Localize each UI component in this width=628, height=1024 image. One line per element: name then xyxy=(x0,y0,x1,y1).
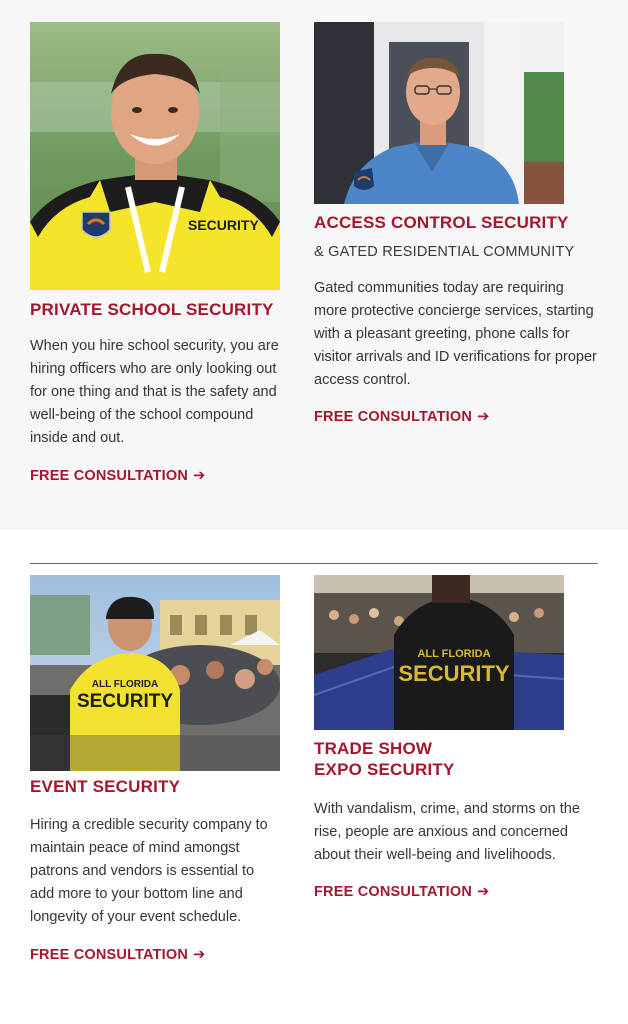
private-school-free-consultation-link[interactable] xyxy=(30,468,205,484)
trade-show-officer-photo xyxy=(314,575,564,730)
service-card-private-school xyxy=(30,22,282,485)
access-control-free-consultation-link[interactable] xyxy=(314,409,489,425)
shirt-line2-text: SECURITY xyxy=(76,691,174,712)
shirt-security-text: SECURITY xyxy=(188,217,259,233)
cta-label: FREE CONSULTATION xyxy=(314,409,473,425)
section-divider xyxy=(30,563,598,564)
arrow-right-icon: ➔ xyxy=(193,947,206,963)
access-control-title: ACCESS CONTROL SECURITY xyxy=(314,213,569,232)
shirt-line1-text: ALL FLORIDA xyxy=(91,679,159,690)
event-security-description: Hiring a credible security company to maintain peace of mind amongst patrons and vendors is essential to add more to your bottom line and longevity of your event schedule. xyxy=(30,817,268,925)
trade-show-description: With vandalism, crime, and storms on the rise, people are anxious and concerned about their well-being and livelihoods. xyxy=(314,801,580,863)
private-school-description: When you hire school security, you are hiring officers who are only looking out for one thing and that is the safety and well-being of the school compound inside and out. xyxy=(30,338,279,446)
arrow-right-icon: ➔ xyxy=(193,468,206,484)
private-school-officer-photo xyxy=(30,22,280,290)
event-security-free-consultation-link[interactable] xyxy=(30,947,205,963)
service-card-event xyxy=(30,575,282,964)
access-control-subtitle: & GATED RESIDENTIAL COMMUNITY xyxy=(314,244,575,260)
access-control-officer-photo xyxy=(314,22,564,204)
service-card-trade-show xyxy=(314,575,599,901)
trade-show-title-line2: EXPO SECURITY xyxy=(314,760,455,779)
event-security-title: EVENT SECURITY xyxy=(30,777,181,796)
cta-label: FREE CONSULTATION xyxy=(30,468,189,484)
access-control-description: Gated communities today are requiring more protective concierge services, starting with a pleasant greeting, phone calls for visitor arrivals and ID verifications for proper access control. xyxy=(314,280,597,388)
private-school-title: PRIVATE SCHOOL SECURITY xyxy=(30,300,274,319)
cta-label: FREE CONSULTATION xyxy=(30,947,189,963)
cta-label: FREE CONSULTATION xyxy=(314,884,473,900)
arrow-right-icon: ➔ xyxy=(477,884,490,900)
trade-show-free-consultation-link[interactable] xyxy=(314,884,489,900)
shirt-line1-text: ALL FLORIDA xyxy=(417,648,491,660)
arrow-right-icon: ➔ xyxy=(477,409,490,425)
service-card-access-control xyxy=(314,22,599,426)
shirt-line2-text: SECURITY xyxy=(398,661,510,686)
event-security-officer-photo xyxy=(30,575,280,771)
trade-show-title-line1: TRADE SHOW xyxy=(314,739,433,758)
